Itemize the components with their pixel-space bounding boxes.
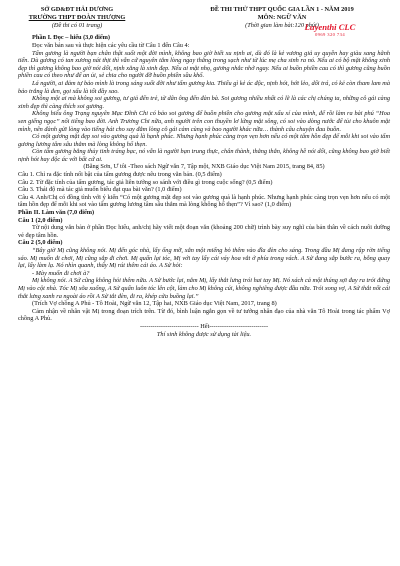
exam-paragraph: Thí sinh không được sử dụng tài liệu. [156,330,252,338]
exam-paragraph: Cảm nhận về nhân vật Mị trong đoạn trích trên. Từ đó, bình luận ngắn gọn về tư tưởng nhân đạo của nhà văn Tô Hoài trong tác phẩm Vợ chồng A Phủ. [18,307,390,323]
exam-paragraph: Câu 3. Thái độ mà tác giả muốn biểu đạt qua bài văn? (1,0 điểm) [18,186,182,194]
department-name: SỞ GD&ĐT HẢI DƯƠNG [40,6,114,13]
exam-body [18,34,390,338]
exam-paragraph: Không hiểu ông Trạng nguyên Mạc Đĩnh Chi có bảo soi gương để buồn phiền cho gương mặt xấu xí của mình, để rồi làm ra bài phú “Hoa sen giếng ngọc” nổi tiếng bao đời. Anh Trương Chi nữa, anh người trên con thuyền lơ lửng mặt sông, có soi vào dòng nước để tủi cho khuôn mặt mình, nên đành gửi lòng vào tiếng hát cho say đắm lòng cô gái cảm cùng và bao người khác nữa… thành câu chuyện đau buồn. [18,110,390,133]
exam-paragraph: Không một ai mà không soi gương, tư giả đến trẻ, từ dân ông đến đàn bà. Soi gương nhiều nhất có lẽ là các chị chúng ta, những cô gái càng xinh đẹp thì càng thích soi gương. [18,95,390,110]
exam-paragraph: Lá người, ai đảm tự bảo mình là trong sáng suốt đời như tấm gương kia. Thiếu gì kẻ ác độc, nịnh hót, hớt lẻo, dối trá, có kẻ còn tham lam mà bảo trắng là đen, gọi xấu là tốt đầy sao. [18,79,390,95]
exam-paragraph: Có một gương mặt đẹp soi vào gương quả là hạnh phúc. Nhưng hạnh phúc càng trọn vẹn hơn nếu có một tâm hồn đẹp để mỗi khi soi vào tấm gương lương tâm sâu thẳm mà lòng không hổ thẹn. [18,133,390,148]
header-left [18,6,136,29]
exam-paragraph: (Trích Vợ chồng A Phủ - Tô Hoài, Ngữ văn 12, Tập hai, NXB Giáo dục Việt Nam, 2017, trang 8) [32,300,277,308]
exam-paragraph: Tấm gương là người bạn chân thật suốt một đời mình, không bao giờ biết xu nịnh ai, dù đó là kẻ vương giả uy quyền hay giàu sang hãnh tiến. Dù gương có tan xương nát thịt thì vẫn cứ nguyên tắm lòng ngay thẳng trong sạch như từ lúc mẹ cha sinh ra nó. Nếu ai có bộ mặt không xinh đẹp thì gương không bao giờ nói dối, nịnh xằng là xinh đẹp. Nếu ai mặt nhọ, gương nhắc nhở ngay. Nếu ai buồn phiền cau có thì gương cũng buồn phiền cau có theo như để an ủi, sẻ chia cho người đỡ buồn phiền sầu khổ. [18,49,390,80]
time-note: (Thời gian làm bài:120 phút) [245,21,319,29]
logo-phone: 0969 320 734 [314,32,346,37]
exam-paragraph: Câu 4. Anh/Chị có đồng tình với ý kiến “Có một gương mặt đẹp soi vào gương quả là hạnh phúc. Nhưng hạnh phúc càng trọn vẹn hơn nếu có một tâm hồn đẹp để mỗi khi soi vào tấm gương lương tâm sâu thẳm mà lòng không hổ thẹn”? Vì sao? (1,0 điểm) [18,193,390,209]
exam-paragraph: Phần II. Làm văn (7,0 điểm) [18,209,95,217]
exam-paragraph: ---------------------------- Hết---------------------------- [139,322,269,330]
exam-paragraph: Mị không nói. A Sử cũng không hỏi thêm nữa. A Sử bước lại, nắm Mị, lấy thắt lưng trói hai tay Mị. Nó xách cả một thúng sợi đay ra trói đứng Mị vào cột nhà. Tóc Mị xõa xuống, A Sử quấn luôn tóc lên cột, làm cho Mị không cúi, không nghiêng được đầu nữa. Trói xong vợ, A Sử thắt nốt cái thắt lưng xanh ra ngoài áo rồi A Sử tắt đèn, đi ra, khép cửa buồng lại.” [18,277,390,300]
subject-name: MÔN: NGỮ VĂN [257,13,307,21]
logo-text: Luyenthi CLC [304,22,356,32]
exam-paragraph: (Băng Sơn, Ư tôi -Theo sách Ngữ văn 7, Tập một, NXB Giáo dục Việt Nam 2015, trang 84, 85) [83,163,325,171]
exam-title: ĐỀ THI THỬ THPT QUỐC GIA LẦN 1 - NĂM 2019 [210,6,354,13]
exam-paragraph: “Bây giờ Mị cũng không nói. Mị đến góc nhà, lấy ống mỡ, xắn một miếng bỏ thêm vào đĩa đèn cho sáng. Trong đầu Mị đang rập rờn tiếng sáo. Mị muốn đi chơi, Mị cũng sắp đi chơi. Mị quấn lại tóc, Mị với tay lấy cái váy hoa vắt ở phía trong vách. A Sử đang sắp bước ra, bỗng quay lại, lấy làm lạ. Nó nhìn quanh, thấy Mị rút thêm cái áo. A Sử hỏi: [18,247,390,270]
exam-paragraph: Câu 2. Từ đặc tính của tấm gương, tác giả liên tưởng so sánh với điều gì trong cuộc sống? (0,5 điểm) [18,178,273,186]
exam-paragraph: Từ nội dung văn bản ở phần Đọc hiểu, anh/chị hãy viết một đoạn văn (khoảng 200 chữ) trình bày suy nghĩ của bản thân về cách nuôi dưỡng vẻ đẹp tâm hồn. [18,224,390,239]
exam-paragraph: Câu 1. Chỉ ra đặc tính nổi bật của tấm gương được nêu trong văn bản. (0,5 điểm) [18,171,222,179]
pages-note: (Đề thi có 01 trang) [51,21,103,29]
exam-paragraph: Câu 2 (5,0 điểm) [18,239,63,247]
exam-paragraph: - Mày muốn đi chơi à? [32,269,90,277]
exam-paragraph: Đọc văn bản sau và thực hiện các yêu cầu từ Câu 1 đến Câu 4: [32,41,190,49]
exam-paragraph: Còn tấm gương bằng thủy tinh tráng bạc, nó vẫn là người bạn trung thực, chân thành, thẳng thắn, không hề nói dối, cũng không bao giờ biết nịnh hót hay độc ác với bất cứ ai. [18,148,390,163]
school-name: TRƯỜNG THPT ĐOÀN THƯỢNG [28,13,126,21]
exam-paragraph: Câu 1 (2,0 điểm) [18,216,63,224]
exam-paragraph: Phần I. Đọc – hiểu (3,0 điểm) [32,34,111,42]
watermark-logo [294,23,366,37]
